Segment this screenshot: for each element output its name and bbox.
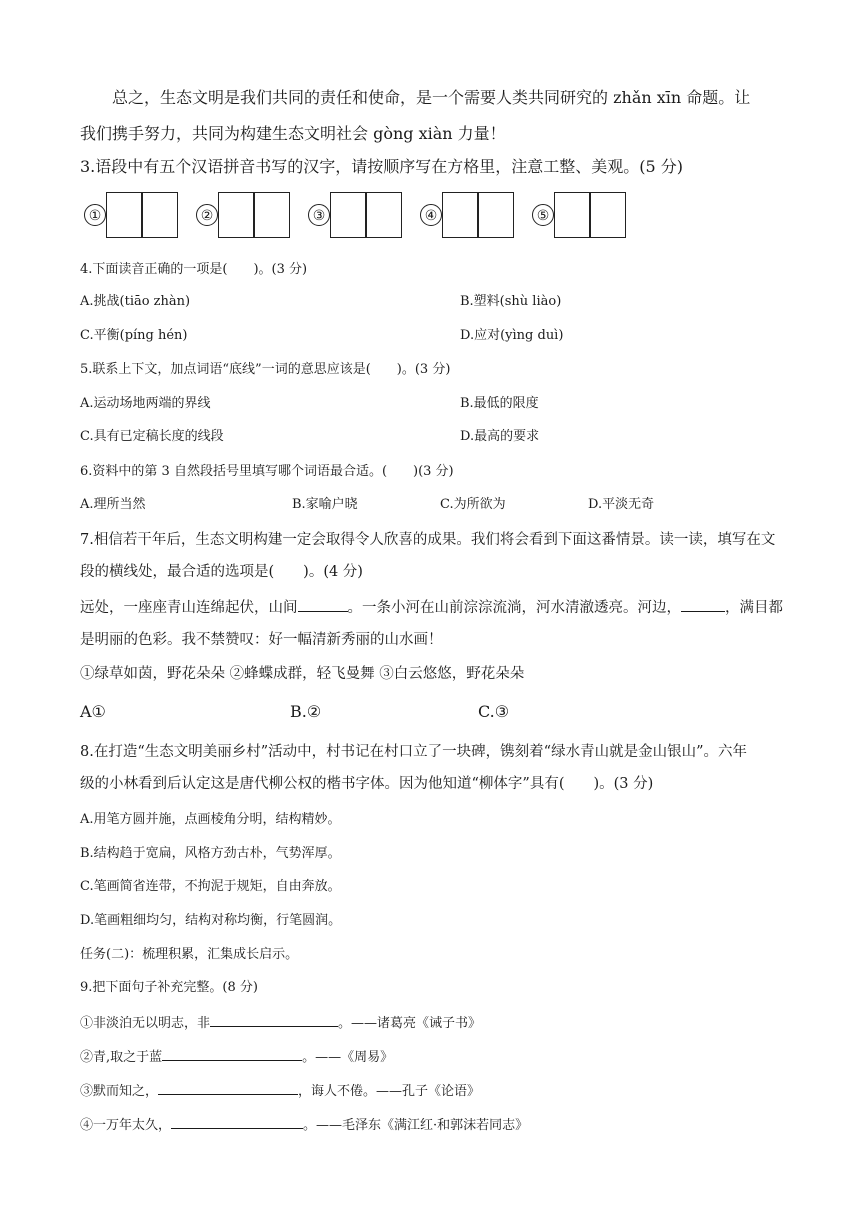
paragraph-line-2: 我们携手努力，共同为构建生态文明社会 gòng xiàn 力量！ xyxy=(80,124,506,143)
q5-options-row-2 xyxy=(80,427,780,447)
q9-blank-4[interactable] xyxy=(171,1114,303,1129)
question-7-line-2: 段的横线处，最合适的选项是( )。(4 分) xyxy=(80,564,363,580)
q9-item-2 xyxy=(80,1046,780,1068)
q9-item-4-after: 。——毛泽东《满江红·和郭沫若同志》 xyxy=(303,1118,529,1133)
q8-option-c[interactable]: C.笔画简省连带，不拘泥于规矩，自由奔放。 xyxy=(80,879,341,894)
q7-passage-line-2: 是明丽的色彩。我不禁赞叹：好一幅清新秀丽的山水画！ xyxy=(80,632,443,648)
q7-passage-b: 。一条小河在山前淙淙流淌，河水清澈透亮。河边， xyxy=(347,600,681,616)
task-2-heading: 任务(二)：梳理积累，汇集成长启示。 xyxy=(80,947,299,962)
q7-passage-c: ，满目都 xyxy=(725,600,783,616)
q8-option-b[interactable]: B.结构趋于宽扁，风格方劲古朴，气势浑厚。 xyxy=(80,846,341,861)
q9-item-3-after: ，诲人不倦。——孔子《论语》 xyxy=(298,1084,481,1099)
question-8-line-1: 8.在打造“生态文明美丽乡村”活动中，村书记在村口立了一块碑，镌刻着“绿水青山就是金山银山”。六年 xyxy=(80,744,747,760)
question-3: 3.语段中有五个汉语拼音书写的汉字，请按顺序写在方格里，注意工整、美观。(5 分) xyxy=(80,157,684,176)
answer-box-row xyxy=(84,192,644,242)
q7-option-c[interactable]: C.③ xyxy=(478,702,510,721)
q9-item-3 xyxy=(80,1080,780,1102)
q9-item-2-after: 。——《周易》 xyxy=(302,1050,394,1065)
q7-blank-1[interactable] xyxy=(298,597,348,612)
q4-option-c[interactable]: C.平衡(píng hén) xyxy=(80,328,188,343)
q9-item-1 xyxy=(80,1012,780,1034)
q9-item-4 xyxy=(80,1114,780,1136)
question-9: 9.把下面句子补充完整。(8 分) xyxy=(80,980,258,995)
q5-option-a[interactable]: A.运动场地两端的界线 xyxy=(80,396,211,411)
q7-passage-line-1 xyxy=(80,597,783,618)
question-7-line-1: 7.相信若干年后，生态文明构建一定会取得令人欣喜的成果。我们将会看到下面这番情景。读一读，填写在文 xyxy=(80,532,776,548)
box-cells xyxy=(330,192,402,238)
q8-option-d[interactable]: D.笔画粗细均匀，结构对称均衡，行笔圆润。 xyxy=(80,913,342,928)
q4-options-row-1 xyxy=(80,292,780,312)
q5-option-b[interactable]: B.最低的限度 xyxy=(460,396,539,411)
question-4: 4.下面读音正确的一项是( )。(3 分) xyxy=(80,262,308,277)
q9-item-1-before: ①非淡泊无以明志，非 xyxy=(80,1016,211,1031)
q4-option-b[interactable]: B.塑料(shù liào) xyxy=(460,294,562,309)
box-number: ② xyxy=(196,204,218,226)
q5-option-c[interactable]: C.具有已定稿长度的线段 xyxy=(80,429,224,444)
q7-option-a[interactable]: A① xyxy=(80,702,106,721)
q9-item-3-before: ③默而知之， xyxy=(80,1084,159,1099)
box-number: ③ xyxy=(308,204,330,226)
q6-option-a[interactable]: A.理所当然 xyxy=(80,497,146,512)
q9-blank-2[interactable] xyxy=(162,1046,302,1061)
q9-blank-1[interactable] xyxy=(210,1012,338,1027)
q8-option-a[interactable]: A.用笔方圆并施，点画棱角分明，结构精妙。 xyxy=(80,812,341,827)
q9-blank-3[interactable] xyxy=(158,1080,298,1095)
q6-option-b[interactable]: B.家喻户晓 xyxy=(292,497,358,512)
q9-item-2-before: ②青,取之于蓝 xyxy=(80,1050,163,1065)
box-cells xyxy=(554,192,626,238)
q4-options-row-2 xyxy=(80,326,780,346)
q7-blank-2[interactable] xyxy=(681,597,725,612)
box-number: ① xyxy=(84,204,106,226)
q4-option-d[interactable]: D.应对(yìng duì) xyxy=(460,328,564,343)
q6-option-d[interactable]: D.平淡无奇 xyxy=(588,497,655,512)
question-5: 5.联系上下文，加点词语“底线”一词的意思应该是( )。(3 分) xyxy=(80,362,451,377)
q6-option-c[interactable]: C.为所欲为 xyxy=(440,497,506,512)
q5-options-row-1 xyxy=(80,394,780,414)
q7-options-row xyxy=(80,702,780,726)
q7-passage-a: 远处，一座座青山连绵起伏，山间 xyxy=(80,600,298,616)
q4-option-a[interactable]: A.挑战(tiāo zhàn) xyxy=(80,294,191,309)
box-cells xyxy=(106,192,178,238)
q5-option-d[interactable]: D.最高的要求 xyxy=(460,429,540,444)
q7-choices: ①绿草如茵，野花朵朵 ②蜂蝶成群，轻飞曼舞 ③白云悠悠，野花朵朵 xyxy=(80,666,525,682)
question-8-line-2: 级的小林看到后认定这是唐代柳公权的楷书字体。因为他知道“柳体字”具有( )。(3 分) xyxy=(80,776,654,792)
box-number: ⑤ xyxy=(532,204,554,226)
question-6: 6.资料中的第 3 自然段括号里填写哪个词语最合适。( )(3 分) xyxy=(80,464,454,479)
box-cells xyxy=(218,192,290,238)
q9-item-4-before: ④一万年太久， xyxy=(80,1118,172,1133)
q7-option-b[interactable]: B.② xyxy=(290,702,322,721)
paragraph-line-1: 总之，生态文明是我们共同的责任和使命，是一个需要人类共同研究的 zhǎn xīn 命题。让 xyxy=(112,88,751,107)
box-cells xyxy=(442,192,514,238)
q9-item-1-after: 。——诸葛亮《诫子书》 xyxy=(338,1016,482,1031)
box-number: ④ xyxy=(420,204,442,226)
